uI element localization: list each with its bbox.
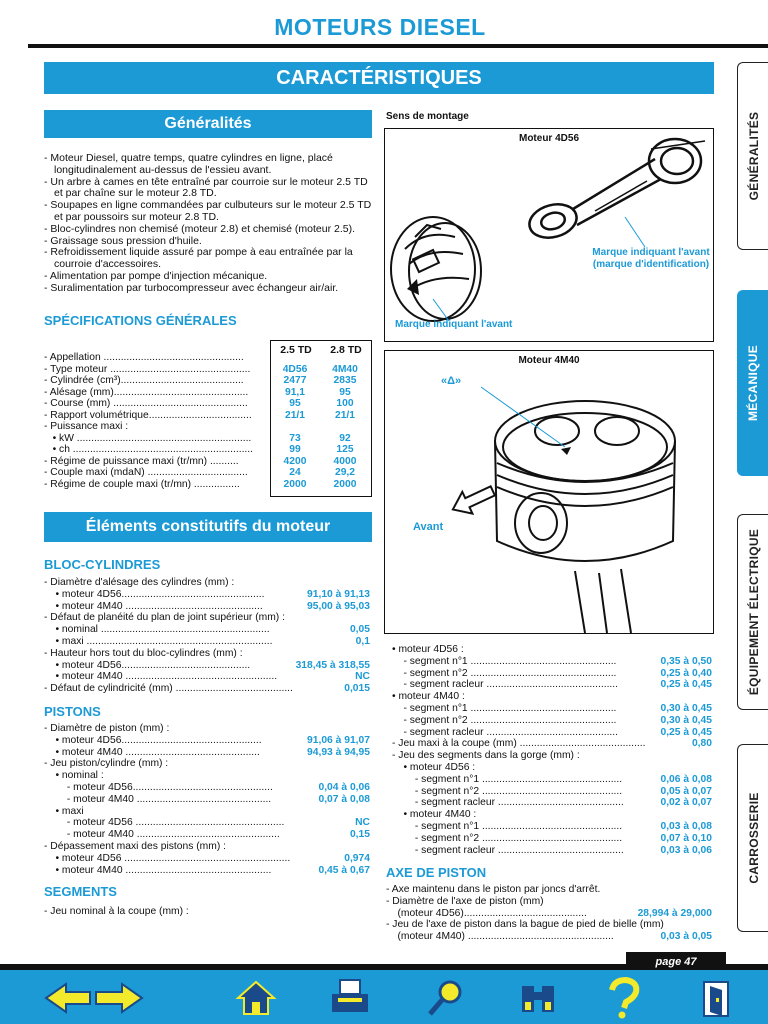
spec-value-2-8td: 2835 [333, 375, 357, 386]
spec-label: - Type moteur ................................................. [44, 363, 251, 375]
spec-line [392, 668, 712, 680]
spec-value-2-5td: 24 [289, 467, 301, 478]
line-text: • moteur 4D56................................................. [44, 734, 262, 746]
list-item: - Suralimentation par turbocompresseur avec échangeur air/air. [44, 281, 339, 294]
line-value: 0,03 à 0,08 [660, 820, 712, 832]
line-value: 0,05 [349, 624, 370, 636]
spec-line [392, 715, 712, 727]
figure-title: Moteur 4D56 [518, 133, 579, 144]
specs-table [44, 352, 370, 490]
spec-line [44, 782, 370, 794]
sens-label: Sens de montage [386, 111, 469, 122]
generalites-heading: Généralités [44, 110, 372, 138]
list-item: - Soupapes en ligne commandées par culbuteurs sur le moteur 2.5 TD et par poussoirs sur moteur 2.8 TD. [44, 199, 372, 223]
line-value: 0,25 à 0,45 [660, 679, 712, 691]
spec-row [44, 433, 370, 445]
bloc-heading: BLOC-CYLINDRES [44, 557, 161, 572]
title-rule [28, 44, 768, 48]
list-item: - Un arbre à cames en tête entraîné par courroie sur le moteur 2.5 TD et par chaîne sur le moteur 2.8 TD. [44, 175, 368, 200]
line-text: - segment n°1 ................................................. [392, 773, 623, 785]
line-value: 0,45 à 0,67 [318, 864, 370, 876]
spec-line [44, 841, 370, 853]
fig1-note-front: Marque indiquant l'avant [395, 319, 513, 330]
spec-row [44, 421, 370, 433]
line-text: - segment racleur ............................................ [392, 844, 624, 856]
line-text: • moteur 4D56 .......................................................... [44, 852, 291, 864]
line-text: - Axe maintenu dans le piston par joncs d'arrêt. [386, 884, 601, 895]
line-value: 28,994 à 29,000 [637, 907, 712, 919]
fig2-mark: «Δ» [441, 375, 462, 387]
spec-value-2-8td: 29,2 [334, 467, 356, 478]
line-value: 0,35 à 0,50 [660, 655, 712, 667]
line-text: • moteur 4M40 ................................................... [44, 864, 272, 876]
spec-line [386, 896, 712, 908]
spec-line [386, 908, 712, 920]
spec-line [44, 589, 370, 601]
line-text: - segment n°2 ................................................. [392, 832, 623, 844]
section-banner: CARACTÉRISTIQUES [44, 62, 714, 94]
line-text: - Défaut de planéité du plan de joint supérieur (mm) : [44, 612, 285, 624]
page-title: MOTEURS DIESEL [274, 14, 486, 40]
spec-value-2-8td: 125 [336, 444, 354, 455]
spec-line [44, 758, 370, 770]
spec-line [392, 703, 712, 715]
line-value: 0,30 à 0,45 [660, 702, 712, 714]
spec-label: - Régime de puissance maxi (tr/mn) .......... [44, 455, 239, 467]
spec-line [392, 750, 712, 762]
spec-label: - Puissance maxi : [44, 421, 129, 432]
home-icon[interactable] [234, 976, 278, 1020]
line-text: • moteur 4D56 : [392, 644, 464, 655]
page-number: page 47 [626, 952, 726, 972]
search-icon[interactable] [424, 976, 468, 1020]
spec-value-2-8td: 21/1 [334, 409, 356, 421]
spec-value-2-8td: 4M40 [332, 363, 358, 375]
line-value: 95,00 à 95,03 [307, 600, 370, 612]
spec-label: - Alésage (mm)............................................... [44, 386, 249, 398]
line-value: 0,30 à 0,45 [660, 714, 712, 726]
spec-line [392, 727, 712, 739]
spec-line [44, 624, 370, 636]
spec-label: - Régime de couple maxi (tr/mn) ................ [44, 478, 240, 490]
spec-row [44, 398, 370, 410]
spec-line [44, 723, 370, 735]
spec-line [392, 762, 712, 774]
line-text: - segment n°1 ................................................... [392, 655, 617, 667]
spec-line [44, 648, 370, 660]
spec-line [392, 656, 712, 668]
spec-line [44, 612, 370, 624]
list-item: - Moteur Diesel, quatre temps, quatre cylindres en ligne, placé longitudinalement au-dessus de l'essieu avant. [44, 152, 333, 176]
bloc-lines [44, 577, 370, 695]
line-text: - segment n°1 ................................................... [392, 702, 617, 714]
spec-line [386, 931, 712, 943]
line-text: - Jeu de l'axe de piston dans la bague de pied de bielle (mm) [386, 919, 664, 931]
line-value: 0,03 à 0,06 [660, 844, 712, 856]
spec-row [44, 364, 370, 376]
line-text: - segment n°2 ................................................. [392, 785, 623, 797]
figure-4d56 [384, 128, 714, 342]
tab-label: MÉCANIQUE [745, 344, 760, 422]
spec-value-2-8td: 100 [336, 398, 354, 409]
specs-heading: SPÉCIFICATIONS GÉNÉRALES [44, 313, 237, 328]
line-text: • moteur 4M40 ................................................ [44, 600, 263, 612]
spec-value-2-5td: 73 [289, 432, 301, 444]
spec-line [392, 691, 712, 703]
line-text: • maxi ................................................................. [44, 635, 273, 647]
spec-row [44, 352, 370, 364]
line-text: - Diamètre de l'axe de piston (mm) [386, 895, 544, 907]
line-value: 94,93 à 94,95 [307, 746, 370, 758]
line-value: 0,05 à 0,07 [660, 785, 712, 797]
line-value: 0,1 [355, 635, 370, 647]
line-text: - segment racleur .............................................. [392, 726, 619, 738]
fig1-note-ident: Marque indiquant l'avant (marque d'identification) [592, 247, 710, 270]
list-item: - Graissage sous pression d'huile. [44, 234, 202, 247]
line-text: - Dépassement maxi des pistons (mm) : [44, 840, 226, 852]
line-value: 0,015 [344, 683, 370, 695]
spec-line [392, 644, 712, 656]
spec-value-2-5td: 91,1 [284, 386, 306, 398]
specs-col1-header: 2.5 TD [280, 344, 312, 356]
line-text: - segment racleur .............................................. [392, 679, 619, 691]
line-text: - Jeu piston/cylindre (mm) : [44, 758, 169, 770]
line-text: • moteur 4M40 : [392, 809, 477, 821]
spec-value-2-8td: 4000 [333, 455, 357, 467]
spec-line [44, 601, 370, 613]
spec-line [392, 809, 712, 821]
line-text: - moteur 4M40 .................................................. [44, 829, 280, 841]
spec-value-2-5td: 99 [289, 444, 301, 455]
line-value: 0,15 [349, 829, 370, 841]
list-item: - Alimentation par pompe d'injection mécanique. [44, 269, 268, 282]
spec-line [392, 821, 712, 833]
forward-arrow-icon[interactable] [90, 976, 146, 1020]
piston-rod-illustration [385, 129, 713, 341]
spec-value-2-5td: 2477 [283, 375, 307, 386]
line-text: • nominal : [44, 770, 104, 782]
spec-line [392, 774, 712, 786]
spec-line [44, 660, 370, 672]
spec-row [44, 479, 370, 491]
spec-value-2-5td: 2000 [283, 478, 307, 490]
spec-line [44, 806, 370, 818]
line-value: NC [355, 817, 370, 829]
line-text: - Défaut de cylindricité (mm) ......................................... [44, 683, 293, 695]
spec-label: • kW ............................................................. [44, 432, 252, 444]
line-text: • moteur 4M40 ..................................................... [44, 671, 278, 683]
line-value: 0,07 à 0,10 [660, 832, 712, 844]
list-item: - Refroidissement liquide assuré par pompe à eau entraînée par la courroie d'accessoires. [44, 246, 353, 271]
line-text: - Diamètre d'alésage des cylindres (mm) : [44, 577, 235, 588]
segment-lines [392, 644, 712, 856]
line-value: 318,45 à 318,55 [295, 659, 370, 671]
spec-line [44, 671, 370, 683]
line-text: • moteur 4D56 : [392, 761, 476, 773]
line-text: - segment n°2 ................................................... [392, 667, 617, 679]
spec-row [44, 456, 370, 468]
line-value: 0,04 à 0,06 [318, 781, 370, 793]
exit-icon[interactable] [696, 976, 736, 1020]
line-value: 0,974 [344, 852, 370, 864]
spec-label: - Rapport volumétrique.................................... [44, 409, 252, 421]
spec-line [392, 833, 712, 845]
segments-lines [44, 906, 370, 918]
line-text: • maxi [44, 805, 84, 817]
spec-row [44, 410, 370, 422]
line-text: • nominal ........................................................... [44, 624, 270, 636]
line-text: • moteur 4D56............................................. [44, 659, 251, 671]
spec-line [44, 770, 370, 782]
line-value: 0,25 à 0,40 [660, 667, 712, 679]
spec-line [386, 919, 712, 931]
specs-col2-header: 2.8 TD [330, 344, 362, 356]
help-icon[interactable] [598, 976, 648, 1020]
line-text: - moteur 4D56................................................. [44, 781, 273, 793]
tab-generalites[interactable] [737, 62, 768, 250]
piston-illustration [385, 351, 713, 633]
spec-label: - Cylindrée (cm³)........................................... [44, 375, 244, 386]
spec-line [392, 845, 712, 857]
binoculars-icon[interactable] [516, 976, 560, 1020]
tab-label: CARROSSERIE [746, 792, 761, 884]
spec-value-2-5td: 4200 [283, 455, 307, 467]
line-text: - moteur 4M40 ............................................... [44, 793, 272, 805]
spec-row [44, 387, 370, 399]
spec-line [392, 786, 712, 798]
spec-line [392, 738, 712, 750]
axe-heading: AXE DE PISTON [386, 865, 487, 880]
line-text: - Jeu maxi à la coupe (mm) ............................................ [392, 738, 646, 750]
spec-row [44, 444, 370, 456]
spec-label: - Couple maxi (mdaN) ................................... [44, 467, 248, 478]
spec-line [44, 747, 370, 759]
line-value: 0,80 [691, 738, 712, 750]
figure-4m40 [384, 350, 714, 634]
spec-line [392, 679, 712, 691]
line-text: • moteur 4M40 : [392, 691, 465, 703]
spec-line [44, 735, 370, 747]
axe-lines [386, 884, 712, 943]
line-text: - moteur 4D56 .................................................... [44, 817, 285, 829]
spec-row [44, 375, 370, 387]
spec-label: - Appellation ................................................. [44, 352, 244, 363]
tab-label: ÉQUIPEMENT ÉLECTRIQUE [746, 528, 761, 696]
spec-label: • ch ............................................................... [44, 444, 254, 455]
spec-value-2-5td: 21/1 [284, 409, 306, 421]
spec-value-2-8td: 2000 [333, 478, 357, 490]
generalites-list [44, 153, 374, 295]
spec-line [44, 865, 370, 877]
spec-line [44, 577, 370, 589]
line-value: 0,06 à 0,08 [660, 773, 712, 785]
line-text: - segment racleur ............................................ [392, 797, 624, 809]
pistons-heading: PISTONS [44, 704, 101, 719]
line-value: 0,25 à 0,45 [660, 726, 712, 738]
spec-value-2-5td: 4D56 [282, 363, 308, 375]
spec-line [44, 817, 370, 829]
pistons-lines [44, 723, 370, 876]
line-text: - segment n°2 ................................................... [392, 714, 617, 726]
line-value: 0,02 à 0,07 [660, 797, 712, 809]
spec-line [44, 683, 370, 695]
fig2-avant: Avant [413, 521, 444, 533]
tab-equipement-electrique[interactable] [737, 514, 768, 710]
spec-line [392, 797, 712, 809]
line-text: • moteur 4M40 ............................................... [44, 746, 260, 758]
line-text: - Jeu nominal à la coupe (mm) : [44, 906, 189, 917]
spec-line [44, 636, 370, 648]
line-value: 0,07 à 0,08 [318, 793, 370, 805]
tab-label: GÉNÉRALITÉS [746, 111, 761, 201]
list-item: - Bloc-cylindres non chemisé (moteur 2.8) et chemisé (moteur 2.5). [44, 222, 356, 235]
line-text: • moteur 4D56.................................................. [44, 588, 265, 600]
print-icon[interactable] [328, 976, 372, 1020]
spec-value-2-5td: 95 [289, 398, 301, 409]
line-text: - segment n°1 ................................................. [392, 820, 623, 832]
spec-line [44, 906, 370, 918]
spec-value-2-8td: 95 [339, 386, 351, 398]
line-value: NC [355, 671, 370, 683]
segments-heading: SEGMENTS [44, 884, 117, 899]
spec-line [44, 829, 370, 841]
spec-row [44, 467, 370, 479]
figure-title: Moteur 4M40 [518, 355, 580, 366]
tab-mecanique[interactable] [737, 290, 768, 476]
line-text: - Hauteur hors tout du bloc-cylindres (mm) : [44, 647, 243, 659]
line-text: - Jeu des segments dans la gorge (mm) : [392, 750, 580, 762]
line-text: (moteur 4D56)........................................... [386, 907, 587, 919]
spec-line [44, 853, 370, 865]
elements-heading: Éléments constitutifs du moteur [44, 512, 372, 542]
line-text: (moteur 4M40) ................................................... [386, 931, 614, 943]
line-text: - Diamètre de piston (mm) : [44, 723, 170, 734]
spec-line [44, 794, 370, 806]
line-value: 0,03 à 0,05 [660, 931, 712, 943]
tab-carrosserie[interactable] [737, 744, 768, 932]
spec-label: - Course (mm) ............................................... [44, 398, 248, 409]
spec-line [386, 884, 712, 896]
line-value: 91,10 à 91,13 [307, 588, 370, 600]
line-value: 91,06 à 91,07 [307, 734, 370, 746]
spec-value-2-8td: 92 [339, 432, 351, 444]
